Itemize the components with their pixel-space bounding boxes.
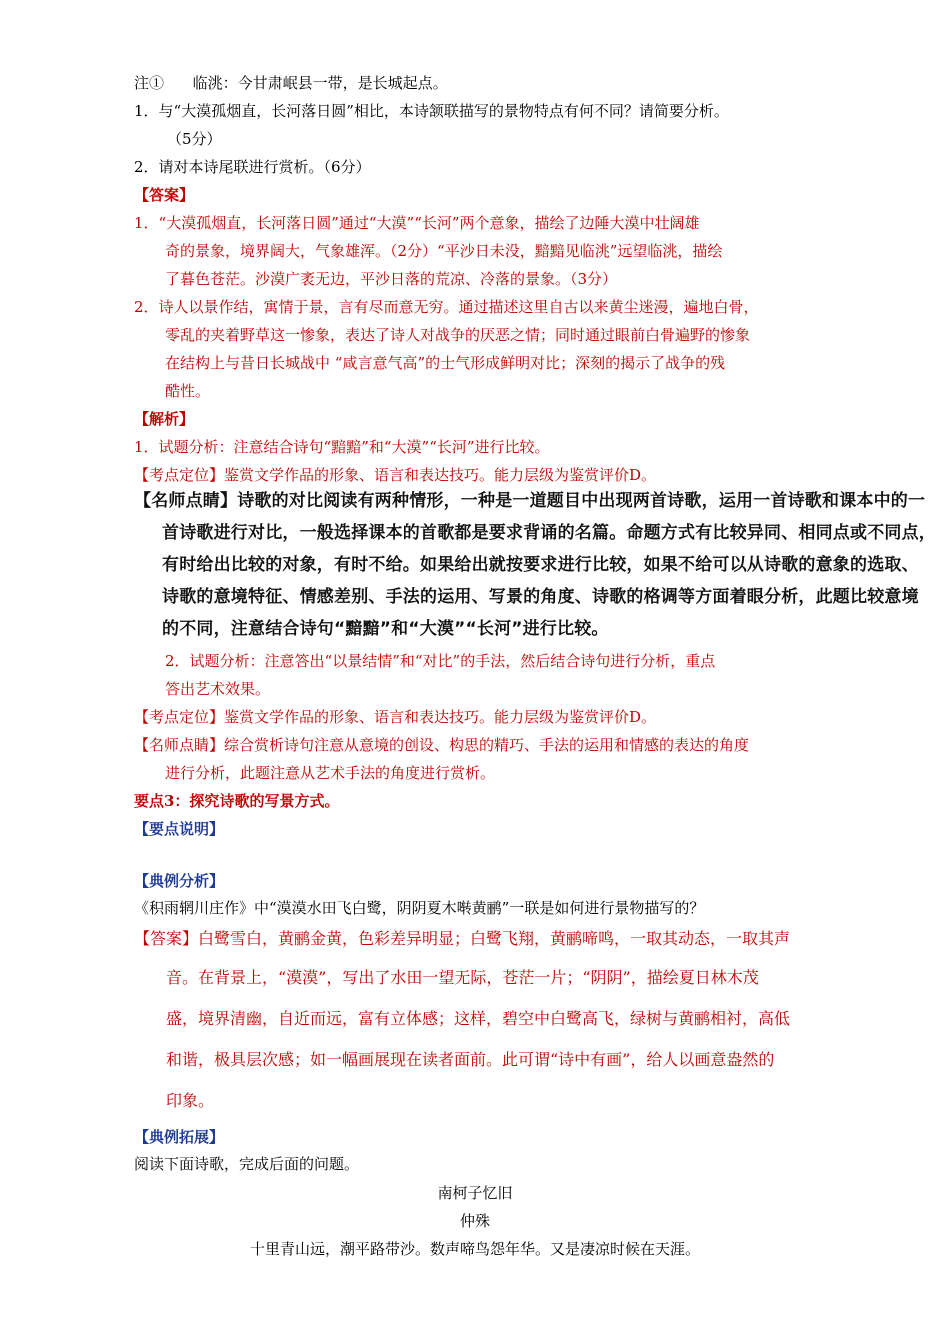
question-2: 2．请对本诗尾联进行赏析。（6分）	[134, 158, 371, 176]
analysis-2-line-1: 2．试题分析：注意答出“以景结情”和“对比”的手法，然后结合诗句进行分析，重点	[165, 652, 716, 670]
example-question: 《积雨辋川庄作》中“漠漠水田飞白鹭，阴阴夏木啭黄鹂”一联是如何进行景物描写的？	[134, 899, 705, 917]
reading-instruction: 阅读下面诗歌，完成后面的问题。	[134, 1155, 360, 1173]
answer-1-line-1: 1．“大漠孤烟直，长河落日圆”通过“大漠”“长河”两个意象，描绘了边陲大漠中壮阔雄	[134, 214, 700, 232]
key-point-3-title: 要点3：探究诗歌的写景方式。	[134, 792, 340, 810]
example-answer-line-2: 音。在背景上，“漠漠”，写出了水田一望无际，苍茫一片；“阴阴”，描绘夏日林木茂	[166, 968, 759, 987]
answer-2-line-4: 酷性。	[165, 382, 211, 400]
question-1: 1．与“大漠孤烟直，长河落日圆”相比，本诗颔联描写的景物特点有何不同？请简要分析。	[134, 102, 729, 120]
teacher-tip-2-line-2: 进行分析，此题注意从艺术手法的角度进行赏析。	[165, 764, 496, 782]
question-1-score: （5分）	[167, 130, 222, 148]
answer-1-line-3: 了暮色苍茫。沙漠广袤无边，平沙日落的荒凉、冷落的景象。（3分）	[165, 270, 618, 288]
poem-author: 仲殊	[459, 1212, 490, 1230]
example-extension-heading: 【典例拓展】	[134, 1128, 225, 1146]
answer-1-line-2: 奇的景象，境界阔大，气象雄浑。（2分）“平沙日未没，黯黯见临洮”远望临洮，描绘	[165, 242, 723, 260]
answer-heading: 【答案】	[134, 186, 195, 204]
note-line: 注① 临洮：今甘肃岷县一带，是长城起点。	[134, 74, 448, 92]
example-answer-line-5: 印象。	[166, 1091, 215, 1110]
example-answer-line-1: 【答案】白鹭雪白，黄鹂金黄，色彩差异明显；白鹭飞翔，黄鹂啼鸣，一取其动态，一取其声	[134, 929, 791, 948]
analysis-1: 1．试题分析：注意结合诗句“黯黯”和“大漠”“长河”进行比较。	[134, 438, 550, 456]
teacher-tip-1-line-4: 诗歌的意境特征、情感差别、手法的运用、写景的角度、诗歌的格调等方面着眼分析，此题比较意境	[162, 587, 919, 607]
poem-line-1: 十里青山远，潮平路带沙。数声啼鸟怨年华。又是凄凉时候在天涯。	[249, 1240, 700, 1258]
teacher-tip-1-line-3: 有时给出比较的对象，有时不给。如果给出就按要求进行比较，如果不给可以从诗歌的意象的选取、	[162, 555, 919, 575]
teacher-tip-1-line-5: 的不同，注意结合诗句“黯黯”和“大漠”“长河”进行比较。	[162, 619, 609, 639]
analysis-heading: 【解析】	[134, 410, 195, 428]
answer-2-line-1: 2．诗人以景作结，寓情于景，言有尽而意无穷。通过描述这里自古以来黄尘迷漫，遍地白骨，	[134, 298, 759, 316]
example-analysis-heading: 【典例分析】	[134, 872, 225, 890]
teacher-tip-2-line-1: 【名师点睛】综合赏析诗句注意从意境的创设、构思的精巧、手法的运用和情感的表达的角度	[134, 736, 750, 754]
analysis-2-line-2: 答出艺术效果。	[165, 680, 271, 698]
example-answer-line-4: 和谐，极具层次感；如一幅画展现在读者面前。此可谓“诗中有画”，给人以画意盎然的	[166, 1050, 775, 1069]
exam-point-2: 【考点定位】鉴赏文学作品的形象、语言和表达技巧。能力层级为鉴赏评价D。	[134, 708, 657, 726]
answer-2-line-2: 零乱的夹着野草这一惨象，表达了诗人对战争的厌恶之情；同时通过眼前白骨遍野的惨象	[165, 326, 751, 344]
example-answer-line-3: 盛，境界清幽，自近而远，富有立体感；这样，碧空中白鹭高飞，绿树与黄鹂相衬，高低	[166, 1009, 791, 1028]
teacher-tip-1-line-1: 【名师点睛】诗歌的对比阅读有两种情形，一种是一道题目中出现两首诗歌，运用一首诗歌和课本中的一	[134, 491, 926, 511]
key-point-explanation-heading: 【要点说明】	[134, 820, 225, 838]
poem-title: 南柯子忆旧	[437, 1184, 513, 1202]
answer-2-line-3: 在结构上与昔日长城战中 “咸言意气高”的士气形成鲜明对比；深刻的揭示了战争的残	[165, 354, 726, 372]
teacher-tip-1-line-2: 首诗歌进行对比，一般选择课本的首歌都是要求背诵的名篇。命题方式有比较异同、相同点或不同点，	[162, 523, 936, 543]
exam-point-1: 【考点定位】鉴赏文学作品的形象、语言和表达技巧。能力层级为鉴赏评价D。	[134, 466, 657, 484]
